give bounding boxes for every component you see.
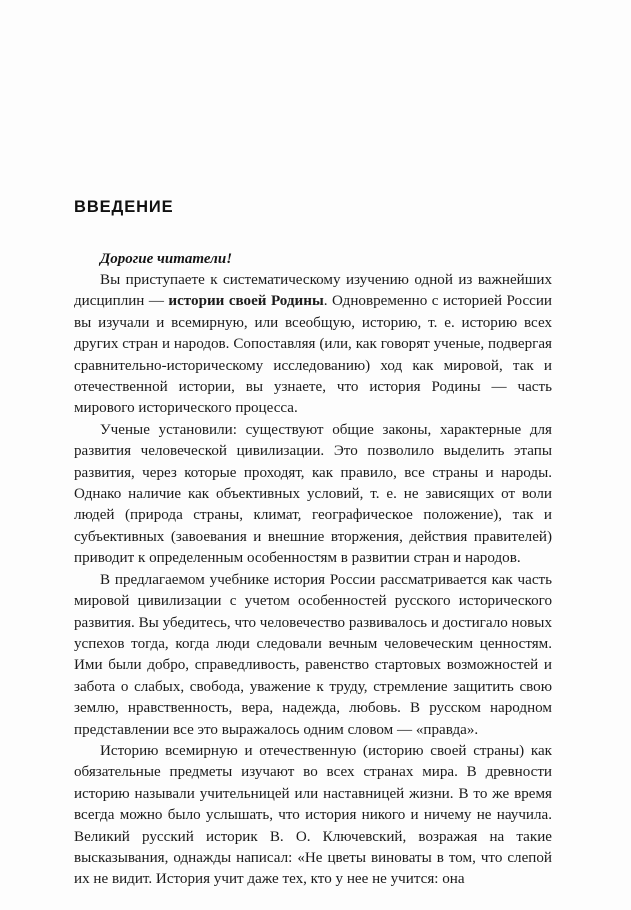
page-content bbox=[74, 198, 552, 891]
paragraph bbox=[74, 741, 552, 891]
emphasis-text: истории своей Родины bbox=[168, 293, 324, 310]
text-run: Вы приступаете к систематическому изучению одной из важнейших дисциплин — bbox=[74, 272, 552, 310]
paragraph bbox=[74, 270, 552, 420]
page-title: ВВЕДЕНИЕ bbox=[74, 198, 174, 216]
text-run: Ученые установили: существуют общие законы, характерные для развития человеческой цивилизации. Это позволило выделить этапы развития, через которые проходят, как правило, все страны и народы. Однако наличие как объективных условий, т. е. не зависящих от воли людей (природа страны, климат, географическое положение), так и субъективных (завоевания и внешние вторжения, действия правителей) приводит к определенным особенностям в развитии стран и народов. bbox=[74, 421, 552, 567]
paragraph bbox=[74, 420, 552, 570]
body-text bbox=[74, 270, 552, 891]
text-run: . Одновременно с историей России вы изучали и всемирную, или всеобщую, историю, т. е. историю всех других стран и народов. Сопоставляя (или, как говорят ученые, подвергая сравнительно-историческому исследованию) ход как мировой, так и отечественной истории, вы узнаете, что история Родины — часть мирового исторического процесса. bbox=[74, 293, 552, 417]
salutation-text: Дорогие читатели! bbox=[100, 251, 233, 267]
text-run: Историю всемирную и отечественную (историю своей страны) как обязательные предметы изучают во всех странах мира. В древности историю называли учительницей или наставницей жизни. В то же время всегда можно было услышать, что история никого и ничему не научила. Великий русский историк В. О. Ключевский, возражая на такие высказывания, однажды написал: «Не цветы виноваты в том, что слепой их не видит. История учит даже тех, кто у нее не учится: она bbox=[74, 742, 552, 888]
text-run: В предлагаемом учебнике история России рассматривается как часть мировой цивилизации с учетом особенностей русского исторического развития. Вы убедитесь, что человечество развивалось и достигало новых успехов тогда, когда люди следовали вечным человеческим ценностям. Ими были добро, справедливость, равенство стартовых возможностей и забота о слабых, свобода, уважение к труду, стремление защитить свою землю, нравственность, вера, надежда, любовь. В русском народном представлении все это выражалось одним словом — «правда». bbox=[74, 571, 552, 738]
paragraph bbox=[74, 570, 552, 741]
